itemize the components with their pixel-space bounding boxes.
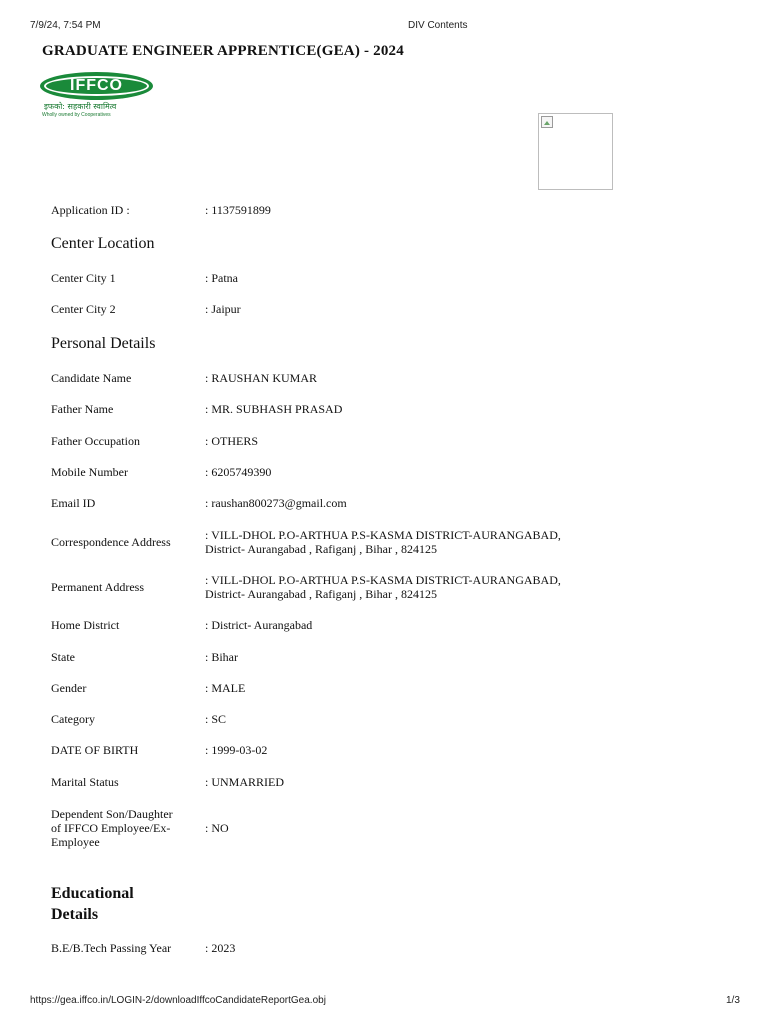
field-value: : Bihar bbox=[205, 650, 238, 664]
logo-text: IFFCO bbox=[70, 77, 123, 94]
field-label: Correspondence Address bbox=[51, 535, 171, 549]
field-label: DATE OF BIRTH bbox=[51, 743, 139, 757]
section-heading-educational-details-line2: Details bbox=[51, 906, 99, 923]
field-label: Mobile Number bbox=[51, 465, 128, 479]
field-value: : 1999-03-02 bbox=[205, 743, 268, 757]
field-label: State bbox=[51, 650, 75, 664]
logo-tagline: Wholly owned by Cooperatives bbox=[42, 112, 111, 118]
field-value: : NO bbox=[205, 821, 229, 835]
field-value: : MALE bbox=[205, 681, 246, 695]
field-value: : 2023 bbox=[205, 941, 236, 955]
field-value: : Patna bbox=[205, 271, 238, 285]
field-label: Marital Status bbox=[51, 775, 119, 789]
field-value: : raushan800273@gmail.com bbox=[205, 496, 347, 510]
field-label: Father Occupation bbox=[51, 434, 140, 448]
field-value: : MR. SUBHASH PRASAD bbox=[205, 402, 343, 416]
field-label-line1: Dependent Son/Daughter bbox=[51, 807, 173, 821]
field-label: Candidate Name bbox=[51, 371, 132, 385]
field-value: : OTHERS bbox=[205, 434, 259, 448]
print-page-title: DIV Contents bbox=[408, 20, 468, 31]
candidate-photo bbox=[538, 113, 613, 190]
field-value: : UNMARRIED bbox=[205, 775, 285, 789]
section-heading-personal-details: Personal Details bbox=[51, 335, 156, 352]
field-value: : Jaipur bbox=[205, 302, 241, 316]
field-value: : District- Aurangabad bbox=[205, 618, 313, 632]
field-value-line2: District- Aurangabad , Rafiganj , Bihar , 824125 bbox=[205, 587, 437, 601]
field-value-line1: : VILL-DHOL P.O-ARTHUA P.S-KASMA DISTRICT-AURANGABAD, bbox=[205, 573, 561, 587]
field-value-line1: : VILL-DHOL P.O-ARTHUA P.S-KASMA DISTRICT-AURANGABAD, bbox=[205, 528, 561, 542]
field-label-line3: Employee bbox=[51, 835, 100, 849]
field-label: B.E/B.Tech Passing Year bbox=[51, 941, 172, 955]
section-heading-center-location: Center Location bbox=[51, 235, 155, 252]
field-label-line2: of IFFCO Employee/Ex- bbox=[51, 821, 171, 835]
logo-oval bbox=[40, 72, 153, 100]
logo-hindi-text: इफको: सहकारी स्वामित्व bbox=[44, 102, 117, 111]
application-id-value: : 1137591899 bbox=[205, 203, 271, 217]
iffco-logo bbox=[40, 72, 160, 120]
page-number: 1/3 bbox=[726, 995, 740, 1006]
field-label: Permanent Address bbox=[51, 580, 144, 594]
print-date: 7/9/24, 7:54 PM bbox=[30, 20, 101, 31]
field-value-line2: District- Aurangabad , Rafiganj , Bihar , 824125 bbox=[205, 542, 437, 556]
field-label: Email ID bbox=[51, 496, 96, 510]
field-label: Center City 1 bbox=[51, 271, 116, 285]
field-value: : SC bbox=[205, 712, 227, 726]
field-value: : RAUSHAN KUMAR bbox=[205, 371, 318, 385]
broken-image-icon bbox=[541, 116, 553, 128]
application-id-label: Application ID : bbox=[51, 203, 130, 217]
document-title: GRADUATE ENGINEER APPRENTICE(GEA) - 2024 bbox=[42, 43, 404, 59]
section-heading-educational-details-line1: Educational bbox=[51, 885, 134, 902]
field-value: : 6205749390 bbox=[205, 465, 272, 479]
print-url: https://gea.iffco.in/LOGIN-2/downloadIffcoCandidateReportGea.obj bbox=[30, 995, 326, 1006]
field-label: Center City 2 bbox=[51, 302, 116, 316]
field-label: Home District bbox=[51, 618, 120, 632]
field-label: Category bbox=[51, 712, 95, 726]
field-label: Father Name bbox=[51, 402, 114, 416]
field-label: Gender bbox=[51, 681, 87, 695]
